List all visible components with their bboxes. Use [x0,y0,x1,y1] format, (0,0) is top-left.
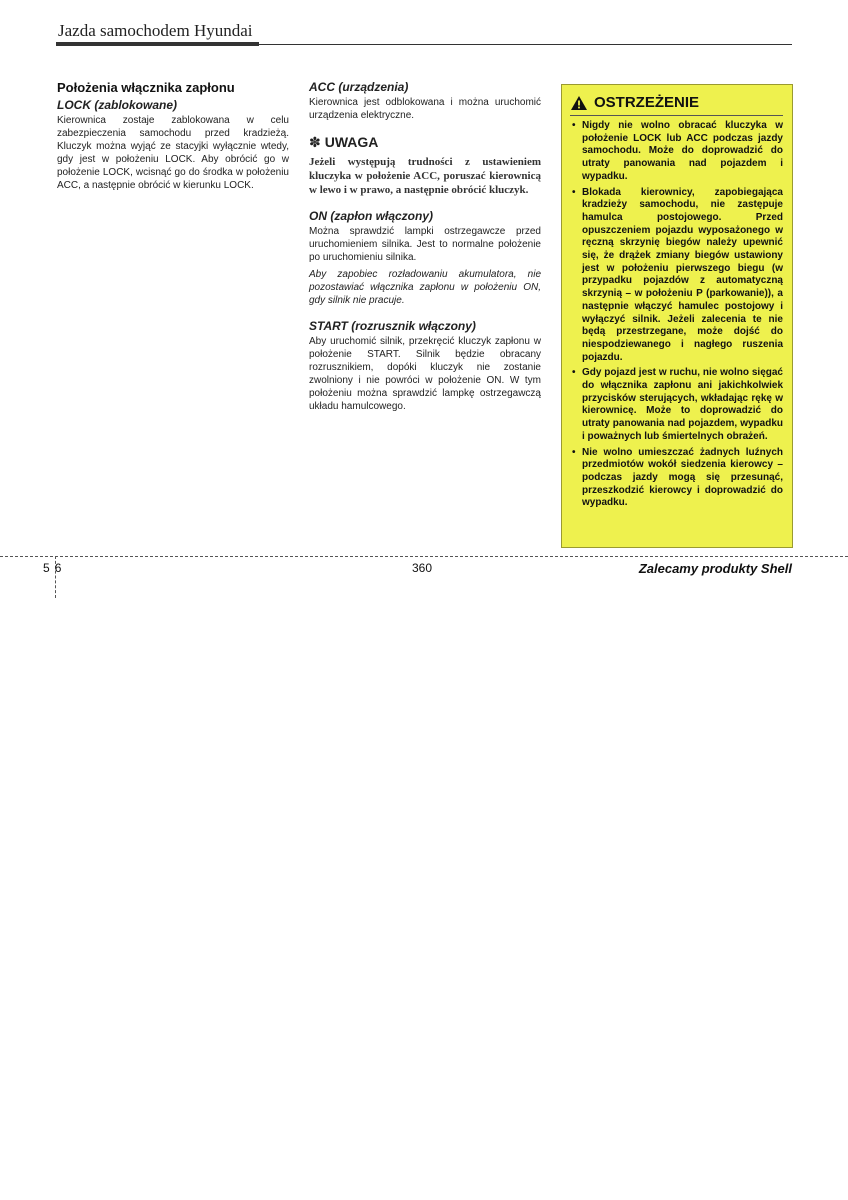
start-heading: START (rozrusznik włączony) [309,319,476,333]
footer-brand: Zalecamy produkty Shell [638,561,792,576]
warning-list [570,120,783,510]
warning-divider [570,115,783,116]
uwaga-text: Jeżeli występują trudności z ustawieniem kluczyka w położenie ACC, poruszać kierownicą w lewo i w prawo, a następnie obrócić kluczyk. [309,156,541,196]
footer-divider [0,556,848,557]
uwaga-heading [309,134,541,151]
running-header-title: Jazda samochodem Hyundai [58,21,253,40]
footer-chapter: 5 [43,561,50,575]
warning-item: • Gdy pojazd jest w ruchu, nie wolno sięgać do włącznika zapłonu ani jakichkolwiek przycisków sterujących, wkładając rękę w kierownicę. Może to doprowadzić do utraty panowania nad pojazdem, wypadku i poważnych lub śmiertelnych obrażeń. [570,367,783,443]
acc-heading: ACC (urządzenia) [309,80,409,94]
acc-text: Kierownica jest odblokowana i można uruchomić urządzenia elektryczne. [309,97,541,121]
footer-page-number: 360 [412,561,433,575]
on-note: Aby zapobiec rozładowaniu akumulatora, nie pozostawiać włącznika zapłonu w położeniu ON, gdy silnik nie pracuje. [309,269,541,306]
left-column [57,80,289,192]
footer-page-label [43,561,61,575]
footer-page: 6 [54,561,62,575]
lock-text: Kierownica zostaje zablokowana w celu zabezpieczenia samochodu przed kradzieżą. Kluczyk można wyjąć ze stacyjki wyłącznie wtedy, gdy jest w położeniu LOCK. Aby obrócić go w położenie LOCK, wcisnąć go do środka w położeniu ACC, a następnie obrócić w kierunku LOCK. [57,115,289,191]
uwaga-title: UWAGA [324,134,379,150]
warning-heading [570,94,783,111]
on-heading: ON (zapłon włączony) [309,209,434,223]
uwaga-star-icon: ✽ [309,134,321,150]
header-rule [56,44,792,45]
warning-item: • Nigdy nie wolno obracać kluczyka w położenie LOCK lub ACC podczas jazdy samochodu. Może do doprowadzić do utraty panowania nad pojazdem i wypadku. [570,120,783,184]
start-text: Aby uruchomić silnik, przekręcić kluczyk zapłonu w położenie START. Silnik będzie obracany rozrusznikiem, dopóki kluczyk nie zostanie zwolniony i nie powróci w położenie ON. W tym położeniu można sprawdzić lampkę ostrzegawczą układu hamulcowego. [309,336,541,412]
warning-item: • Blokada kierownicy, zapobiegająca kradzieży samochodu, nie zastępuje hamulca postojowego. Przed opuszczeniem pojazdu wyposażonego w ręczną skrzynię biegów należy upewnić się, że drążek zmiany biegów ustawiony jest w położeniu pierwszego biegu (w przypadku pojazdów z automatyczną skrzynią – w położeniu P (parkowanie)), a następnie włączyć hamulec postojowy i wyłączyć silnik. Jeżeli zalecenia te nie będą przestrzegane, może dojść do niespodziewanego i nagłego ruszenia pojazdu. [570,187,783,365]
middle-column [309,80,541,413]
lock-heading: LOCK (zablokowane) [57,98,178,112]
warning-item: • Nie wolno umieszczać żadnych luźnych przedmiotów wokół siedzenia kierowcy – podczas jazdy mogą się przesunąć, przeszkodzić kierowcy i doprowadzić do wypadku. [570,447,783,511]
warning-title: OSTRZEŻENIE [594,94,700,111]
warning-triangle-icon [570,95,588,111]
warning-box [561,84,793,548]
section-title: Położenia włącznika zapłonu [57,80,235,95]
on-text: Można sprawdzić lampki ostrzegawcze przed uruchomieniem silnika. Jest to normalne położenie po uruchomieniu silnika. [309,226,541,263]
